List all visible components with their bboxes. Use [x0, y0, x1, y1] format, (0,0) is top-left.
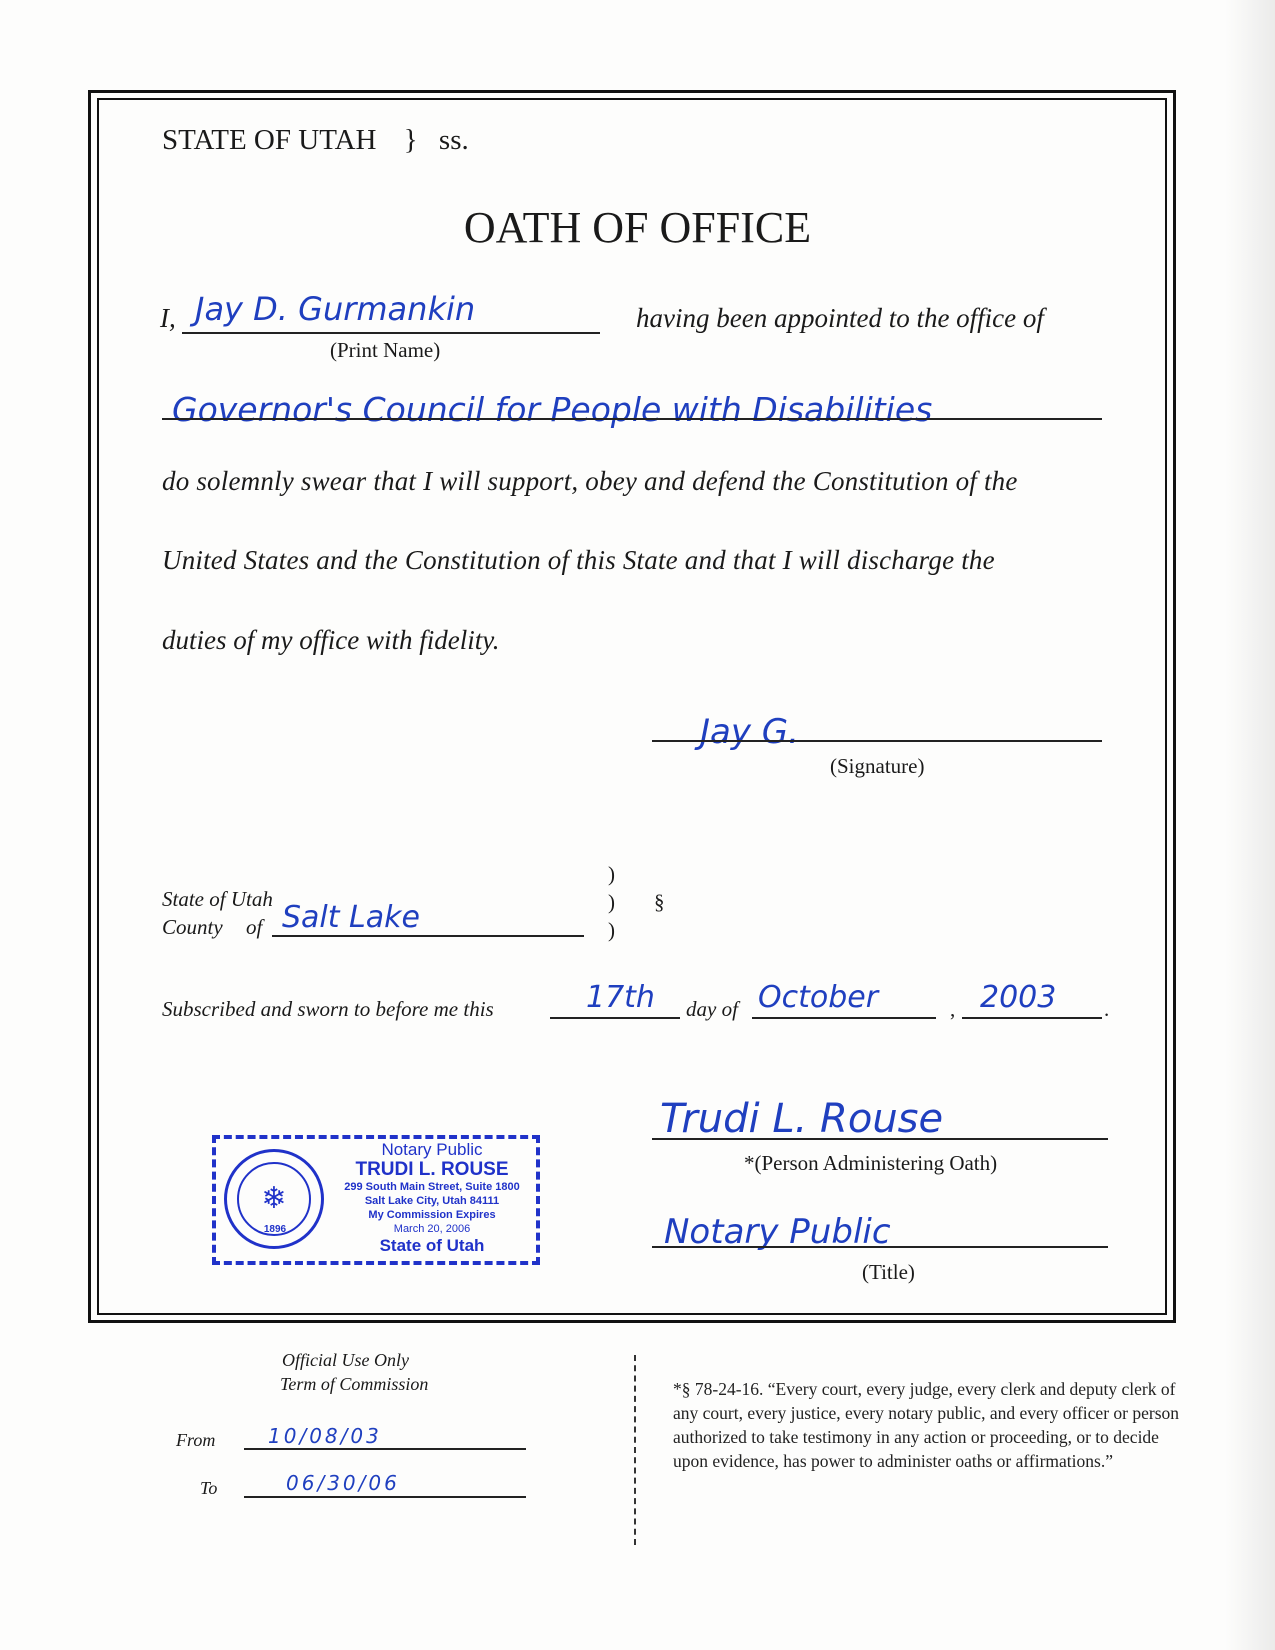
stamp-line-5: My Commission Expires	[368, 1209, 496, 1221]
from-line	[244, 1448, 526, 1450]
sworn-day-line	[550, 1017, 680, 1019]
venue-paren-3: )	[608, 918, 615, 942]
county-line	[272, 935, 584, 937]
stamp-line-3: 299 South Main Street, Suite 1800	[344, 1181, 520, 1193]
print-name-label: (Print Name)	[330, 338, 441, 362]
administrator-label: *(Person Administering Oath)	[744, 1151, 998, 1175]
statute-footnote: *§ 78-24-16. “Every court, every judge, every clerk and deputy clerk of any court, every justice, every notary public, and every officer or person authorized to take testimony in any action or proceeding, or to decide upon evidence, has power to administer oaths or affirmations.”	[673, 1379, 1180, 1471]
sworn-day-value: 17th	[586, 980, 655, 1015]
sworn-period: .	[1104, 997, 1110, 1021]
to-value: 06/30/06	[286, 1471, 400, 1495]
official-heading-2: Term of Commission	[280, 1374, 429, 1394]
seal-year: 1896	[263, 1224, 287, 1235]
stamp-line-4: Salt Lake City, Utah 84111	[364, 1195, 500, 1207]
oath-signature: Jay G.	[700, 712, 799, 752]
venue-of-label: of	[246, 915, 263, 939]
sworn-year-line	[962, 1017, 1102, 1019]
administrator-title-line	[652, 1246, 1108, 1248]
stamp-line-6: March 20, 2006	[393, 1223, 471, 1235]
stamp-line-1: Notary Public	[381, 1140, 483, 1159]
document-border-inner	[97, 98, 1167, 1315]
administrator-title-value: Notary Public	[664, 1212, 891, 1252]
sworn-text: Subscribed and sworn to before me this	[162, 997, 494, 1021]
title-label: (Title)	[862, 1260, 915, 1284]
administrator-signature: Trudi L. Rouse	[660, 1096, 944, 1142]
office-value: Governor's Council for People with Disabilities	[172, 390, 933, 429]
sworn-month-value: October	[758, 980, 879, 1015]
venue-paren-2: )	[608, 890, 615, 914]
state-text: STATE OF UTAH	[162, 124, 377, 156]
from-value: 10/08/03	[268, 1424, 382, 1448]
notary-stamp	[212, 1135, 540, 1265]
administrator-line	[652, 1138, 1108, 1140]
county-value: Salt Lake	[282, 900, 420, 935]
sworn-month-line	[752, 1017, 936, 1019]
official-heading-1: Official Use Only	[282, 1350, 409, 1370]
to-line	[244, 1496, 526, 1498]
ss-text: ss.	[438, 124, 469, 156]
stamp-line-2: TRUDI L. ROUSE	[355, 1159, 509, 1180]
state-seal	[224, 1149, 324, 1249]
sworn-comma: ,	[950, 997, 956, 1021]
stamp-line-7: State of Utah	[379, 1236, 485, 1255]
eagle-icon: ❄	[261, 1182, 287, 1215]
print-name-value: Jay D. Gurmankin	[195, 290, 476, 328]
venue-paren-1: )	[608, 862, 615, 886]
from-label: From	[176, 1430, 216, 1450]
sworn-year-value: 2003	[980, 980, 1057, 1015]
to-label: To	[200, 1478, 218, 1498]
venue-state-label: State of Utah	[162, 887, 273, 911]
print-name-line	[182, 332, 600, 334]
oath-line-2: United States and the Constitution of this State and that I will discharge the	[162, 545, 995, 575]
signature-line	[652, 740, 1102, 742]
section-divider	[634, 1355, 636, 1545]
venue-county-label: County	[162, 915, 223, 939]
oath-line-1: do solemnly swear that I will support, obey and defend the Constitution of the	[162, 466, 1018, 496]
brace: }	[403, 124, 418, 156]
document-title: OATH OF OFFICE	[463, 203, 812, 252]
oath-prefix: I,	[160, 303, 176, 333]
appointed-text: having been appointed to the office of	[636, 303, 1044, 333]
signature-label: (Signature)	[830, 754, 925, 778]
section-mark: §	[654, 890, 665, 914]
office-line	[162, 418, 1102, 420]
stamp-text-block	[328, 1141, 536, 1255]
state-heading	[162, 124, 469, 157]
oath-line-3: duties of my office with fidelity.	[162, 625, 500, 655]
sworn-day-of: day of	[686, 997, 738, 1021]
